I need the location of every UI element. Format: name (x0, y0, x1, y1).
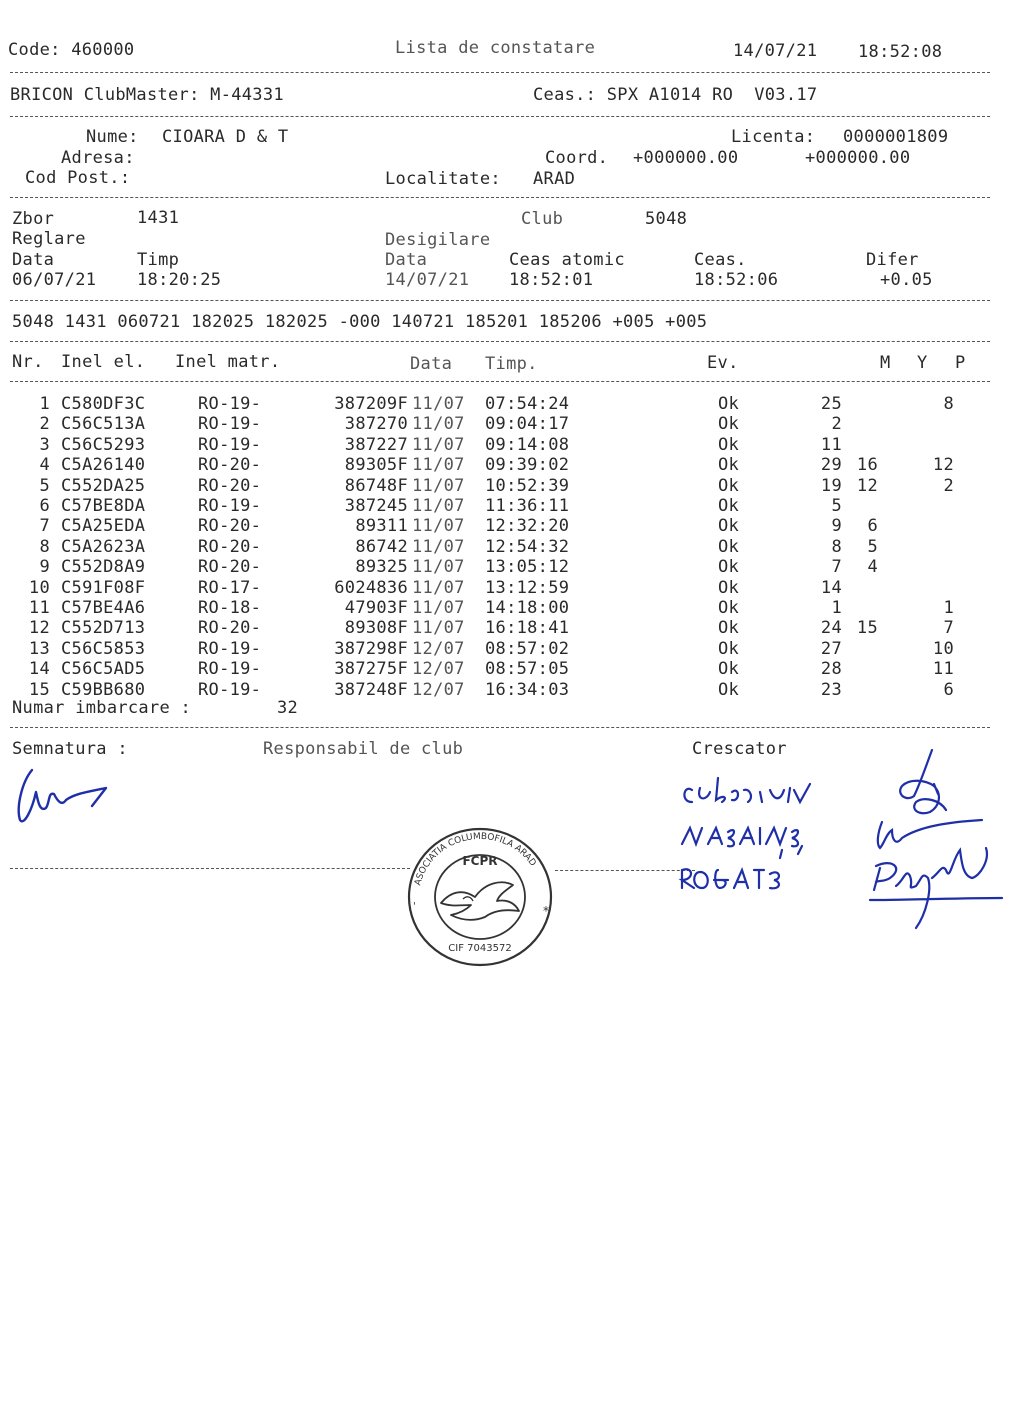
cell-ro-prefix: RO-19- (198, 434, 262, 455)
cell-date: 11/07 (412, 577, 465, 598)
cell-inel-el: C580DF3C (61, 394, 146, 414)
cell-y: 6 (867, 516, 878, 537)
cell-y: 12 (856, 475, 878, 496)
cell-time: 16:18:41 (485, 618, 570, 639)
desigilare-label: Desigilare (385, 230, 491, 250)
cell-m: 23 (820, 679, 842, 700)
cell-m: 27 (820, 638, 842, 659)
cell-nr: 8 (39, 536, 50, 557)
cell-time: 09:14:08 (485, 434, 570, 455)
clock-id: Ceas.: SPX A1014 RO V03.17 (533, 85, 818, 105)
cell-ev: Ok (718, 638, 740, 659)
difer-label: Difer (866, 250, 919, 270)
cell-m: 25 (820, 394, 842, 414)
cell-time: 12:32:20 (485, 516, 570, 537)
cod-post-label: Cod Post.: (25, 168, 131, 188)
cell-time: 16:34:03 (485, 679, 570, 700)
cell-time: 13:05:12 (485, 557, 570, 578)
cell-m: 11 (820, 434, 842, 455)
cell-inel-matr: 387270 (344, 414, 408, 435)
cell-date: 11/07 (412, 598, 465, 618)
clubmaster-id: BRICON ClubMaster: M-44331 (10, 85, 284, 105)
table-row (0, 435, 1024, 455)
divider (10, 381, 990, 382)
cell-inel-matr: 387298F (334, 638, 408, 659)
cell-nr: 1 (39, 394, 50, 414)
licenta-value: 0000001809 (843, 127, 949, 147)
stamp-bottom-text: CIF 7043572 (448, 943, 512, 954)
cell-ro-prefix: RO-18- (198, 598, 262, 618)
cell-nr: 2 (39, 414, 50, 435)
cell-ev: Ok (718, 394, 740, 414)
cell-ro-prefix: RO-19- (198, 496, 262, 516)
cell-ro-prefix: RO-20- (198, 618, 262, 639)
cell-ev: Ok (718, 496, 740, 516)
timp-label: Timp (137, 250, 180, 270)
cell-time: 08:57:02 (485, 638, 570, 659)
cell-time: 14:18:00 (485, 598, 570, 618)
responsabil-label: Responsabil de club (263, 739, 464, 759)
cell-nr: 14 (28, 659, 50, 680)
cell-m: 28 (820, 659, 842, 680)
cell-nr: 7 (39, 516, 50, 537)
cell-nr: 6 (39, 496, 50, 516)
cell-inel-el: C552D713 (61, 618, 146, 639)
cell-p: 6 (943, 679, 954, 700)
table-row (0, 414, 1024, 434)
divider (10, 727, 990, 728)
divider (10, 197, 990, 198)
cell-m: 29 (820, 455, 842, 476)
coord-1: +000000.00 (633, 148, 739, 168)
table-row (0, 394, 1024, 414)
table-row (0, 476, 1024, 496)
cell-date: 11/07 (412, 557, 465, 578)
club-value: 5048 (645, 209, 688, 229)
cell-nr: 12 (28, 618, 50, 639)
cell-inel-el: C56C5AD5 (61, 659, 146, 680)
cell-time: 09:04:17 (485, 414, 570, 435)
cell-nr: 9 (39, 557, 50, 578)
cell-m: 1 (831, 598, 842, 618)
cell-date: 12/07 (412, 638, 465, 659)
cell-m: 8 (831, 536, 842, 557)
localitate-label: Localitate: (385, 169, 501, 189)
cell-ro-prefix: RO-19- (198, 414, 262, 435)
cell-inel-matr: 6024836 (334, 577, 408, 598)
cell-time: 13:12:59 (485, 577, 570, 598)
cell-ro-prefix: RO-19- (198, 659, 262, 680)
svg-text:*: * (543, 904, 549, 918)
header-date: 14/07/21 (733, 41, 818, 61)
zbor-label: Zbor (12, 209, 55, 229)
cell-ev: Ok (718, 475, 740, 496)
cell-inel-el: C56C5853 (61, 638, 146, 659)
cell-y: 15 (856, 618, 878, 639)
table-row (0, 618, 1024, 638)
cell-m: 9 (831, 516, 842, 537)
cell-time: 08:57:05 (485, 659, 570, 680)
col-ev: Ev. (707, 353, 739, 373)
ceas-atomic-label: Ceas atomic (509, 250, 625, 270)
cell-date: 11/07 (412, 394, 465, 414)
cell-date: 11/07 (412, 496, 465, 516)
cell-nr: 11 (28, 598, 50, 618)
cell-date: 11/07 (412, 536, 465, 557)
cell-ev: Ok (718, 414, 740, 435)
desigilare-ceas: 18:52:06 (694, 270, 779, 290)
stamp-top-text: ASOCIATIA COLUMBOFILA ARAD (413, 831, 538, 887)
divider (10, 300, 990, 301)
cell-time: 10:52:39 (485, 475, 570, 496)
semnatura-label: Semnatura : (12, 739, 128, 759)
club-label: Club (521, 209, 564, 229)
cell-date: 11/07 (412, 618, 465, 639)
cell-ro-prefix: RO-20- (198, 475, 262, 496)
table-row (0, 455, 1024, 475)
cell-ro-prefix: RO-20- (198, 557, 262, 578)
divider (10, 72, 990, 73)
cell-date: 11/07 (412, 414, 465, 435)
cell-ev: Ok (718, 577, 740, 598)
coord-label: Coord. (545, 148, 609, 168)
cell-inel-el: C5A25EDA (61, 516, 146, 537)
cell-y: 5 (867, 536, 878, 557)
ceas-label: Ceas. (694, 250, 747, 270)
table-row (0, 557, 1024, 577)
desigilare-data: 14/07/21 (385, 270, 470, 290)
cell-inel-matr: 387245 (344, 496, 408, 516)
cell-ro-prefix: RO-17- (198, 577, 262, 598)
cell-nr: 13 (28, 638, 50, 659)
cell-p: 12 (932, 455, 954, 476)
cell-inel-el: C5A26140 (61, 455, 146, 476)
cell-date: 12/07 (412, 659, 465, 680)
divider (10, 116, 990, 117)
cell-time: 09:39:02 (485, 455, 570, 476)
col-data: Data (410, 354, 453, 374)
col-timp: Timp. (485, 354, 538, 374)
cell-ro-prefix: RO-19- (198, 638, 262, 659)
cell-date: 11/07 (412, 455, 465, 476)
reglare-label: Reglare (12, 229, 86, 249)
cell-time: 11:36:11 (485, 496, 570, 516)
table-row (0, 496, 1024, 516)
cell-inel-el: C56C513A (61, 414, 146, 435)
cell-ev: Ok (718, 679, 740, 700)
table-row (0, 578, 1024, 598)
cell-y: 16 (856, 455, 878, 476)
cell-inel-matr: 387227 (344, 434, 408, 455)
cell-ev: Ok (718, 618, 740, 639)
handwritten-signatures-right (670, 740, 1010, 935)
cell-inel-el: C552D8A9 (61, 557, 146, 578)
document-title: Lista de constatare (395, 38, 596, 58)
header-time: 18:52:08 (858, 42, 943, 62)
data-label: Data (12, 250, 55, 270)
boarding-value: 32 (277, 698, 299, 718)
cell-p: 7 (943, 618, 954, 639)
cell-nr: 15 (28, 679, 50, 700)
cell-nr: 4 (39, 455, 50, 476)
cell-p: 8 (943, 394, 954, 414)
cell-inel-matr: 89325 (355, 557, 408, 578)
col-inel-matr: Inel matr. (175, 352, 281, 372)
cell-ev: Ok (718, 455, 740, 476)
reglare-timp: 18:20:25 (137, 270, 222, 290)
cell-inel-el: C552DA25 (61, 475, 146, 496)
cell-ev: Ok (718, 659, 740, 680)
localitate-value: ARAD (533, 169, 576, 189)
cell-m: 5 (831, 496, 842, 516)
cell-inel-el: C5A2623A (61, 536, 146, 557)
cell-ro-prefix: RO-20- (198, 536, 262, 557)
cell-m: 19 (820, 475, 842, 496)
stamp-mid-text: FCPR (462, 854, 498, 868)
cell-p: 11 (932, 659, 954, 680)
cell-inel-el: C57BE4A6 (61, 598, 146, 618)
code-line: 5048 1431 060721 182025 182025 -000 140721 185201 185206 +005 +005 (12, 312, 708, 332)
cell-ro-prefix: RO-19- (198, 679, 262, 700)
licenta-label: Licenta: (731, 127, 816, 147)
cell-inel-el: C59BB680 (61, 679, 146, 700)
nume-label: Nume: (86, 127, 139, 147)
cell-p: 2 (943, 475, 954, 496)
cell-time: 07:54:24 (485, 394, 570, 414)
club-stamp-seal (405, 825, 555, 970)
cell-date: 11/07 (412, 434, 465, 455)
reglare-data: 06/07/21 (12, 270, 97, 290)
cell-m: 14 (820, 577, 842, 598)
cell-date: 11/07 (412, 516, 465, 537)
table-row (0, 516, 1024, 536)
cell-inel-matr: 387209F (334, 394, 408, 414)
coord-2: +000000.00 (805, 148, 911, 168)
cell-p: 10 (932, 638, 954, 659)
desigilare-ceas-atomic: 18:52:01 (509, 270, 594, 290)
cell-inel-el: C591F08F (61, 577, 146, 598)
cell-nr: 5 (39, 475, 50, 496)
cell-ev: Ok (718, 536, 740, 557)
cell-inel-el: C56C5293 (61, 434, 146, 455)
cell-time: 12:54:32 (485, 536, 570, 557)
table-row (0, 659, 1024, 679)
col-p: P (955, 353, 966, 373)
cell-inel-matr: 86742 (355, 536, 408, 557)
cell-inel-matr: 89311 (355, 516, 408, 537)
cell-date: 12/07 (412, 679, 465, 700)
boarding-label: Numar imbarcare : (12, 698, 192, 718)
cell-m: 2 (831, 414, 842, 435)
handwritten-signature-left (14, 762, 114, 828)
cell-inel-matr: 86748F (344, 475, 408, 496)
owner-name: CIOARA D & T (162, 127, 289, 147)
col-nr: Nr. (12, 352, 44, 372)
cell-inel-el: C57BE8DA (61, 496, 146, 516)
cell-ev: Ok (718, 598, 740, 618)
col-inel-el: Inel el. (61, 352, 146, 372)
cell-m: 7 (831, 557, 842, 578)
col-m: M (880, 353, 891, 373)
table-row (0, 598, 1024, 618)
cell-nr: 3 (39, 434, 50, 455)
cell-m: 24 (820, 618, 842, 639)
col-y: Y (917, 353, 928, 373)
cell-ev: Ok (718, 557, 740, 578)
table-row (0, 680, 1024, 700)
adresa-label: Adresa: (61, 148, 135, 168)
cell-ev: Ok (718, 516, 740, 537)
cell-y: 4 (867, 557, 878, 578)
data-label-2: Data (385, 250, 428, 270)
difer-value: +0.05 (880, 270, 933, 290)
cell-ro-prefix: RO-20- (198, 516, 262, 537)
cell-inel-matr: 47903F (344, 598, 408, 618)
table-row (0, 639, 1024, 659)
code-label: Code: 460000 (8, 40, 135, 60)
cell-inel-matr: 387275F (334, 659, 408, 680)
divider (10, 341, 990, 342)
cell-date: 11/07 (412, 475, 465, 496)
cell-nr: 10 (28, 577, 50, 598)
crescator-label: Crescator (692, 739, 787, 759)
divider (10, 868, 410, 869)
cell-ro-prefix: RO-19- (198, 394, 262, 414)
cell-ev: Ok (718, 434, 740, 455)
cell-p: 1 (943, 598, 954, 618)
cell-ro-prefix: RO-20- (198, 455, 262, 476)
cell-inel-matr: 387248F (334, 679, 408, 700)
table-row (0, 537, 1024, 557)
cell-inel-matr: 89305F (344, 455, 408, 476)
svg-text:': ' (413, 901, 416, 912)
zbor-value: 1431 (137, 208, 180, 228)
cell-inel-matr: 89308F (344, 618, 408, 639)
